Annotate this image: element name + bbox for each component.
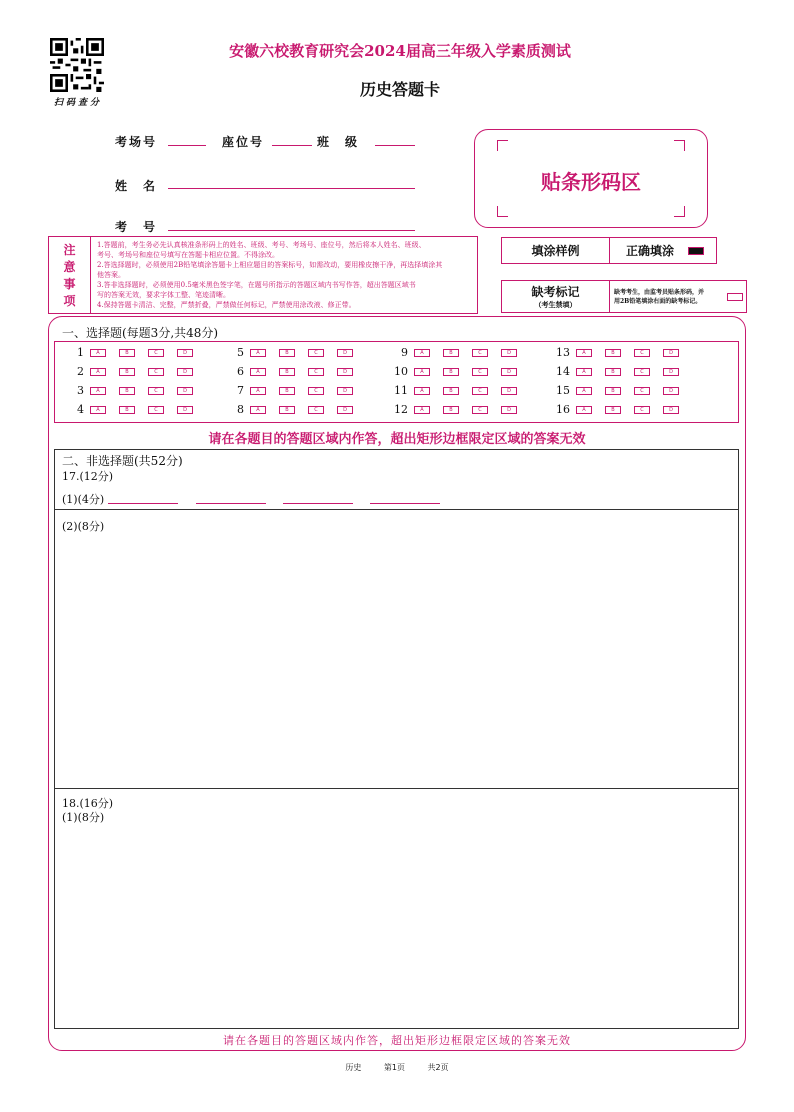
class-label: 班 级 [317, 135, 360, 149]
mc-option-bubble[interactable]: D [177, 387, 193, 395]
mc-option-bubble[interactable]: B [119, 406, 135, 414]
mc-option-bubble[interactable]: C [308, 387, 324, 395]
exam-room-field[interactable] [168, 132, 206, 146]
mc-option-bubble[interactable]: B [605, 406, 621, 414]
mc-option-bubble[interactable]: D [663, 387, 679, 395]
mc-option-bubble[interactable]: C [148, 368, 164, 376]
q17-blank[interactable] [108, 494, 178, 504]
mc-option-bubble[interactable]: B [279, 349, 295, 357]
name-label: 姓 名 [115, 179, 158, 193]
notice-char: 注 [63, 242, 76, 257]
notice-heading [49, 237, 91, 313]
mc-question-number: 11 [394, 384, 408, 397]
absent-note: 用2B铅笔填涂右面的缺考标记。 [614, 297, 702, 305]
mc-option-bubble[interactable]: A [414, 368, 430, 376]
mc-option-bubble[interactable]: A [576, 406, 592, 414]
mc-option-bubble[interactable]: B [605, 368, 621, 376]
mc-option-bubble[interactable]: D [337, 349, 353, 357]
non-choice-answer-box [54, 449, 739, 1029]
mc-option-bubble[interactable]: C [634, 368, 650, 376]
mc-option-bubble[interactable]: C [634, 387, 650, 395]
mc-option-bubble[interactable]: C [308, 406, 324, 414]
mc-question-number: 9 [401, 346, 408, 359]
q18-part1-label: (1)(8分) [62, 811, 105, 824]
mc-option-bubble[interactable]: A [414, 406, 430, 414]
barcode-label: 贴条形码区 [541, 170, 641, 194]
mc-option-bubble[interactable]: D [177, 406, 193, 414]
notice-line: 1.答题前，考生务必先认真核准条形码上的姓名、班级、考号、考场号、座位号，然后将本人姓名、班级、 [97, 241, 426, 249]
q17-part2-label: (2)(8分) [62, 520, 105, 533]
mc-option-bubble[interactable]: D [501, 368, 517, 376]
q17-title: 17.(12分) [62, 470, 114, 483]
mc-question-number: 8 [237, 403, 244, 416]
mc-option-bubble[interactable]: D [177, 349, 193, 357]
mc-option-bubble[interactable]: B [605, 349, 621, 357]
mc-option-bubble[interactable]: A [90, 387, 106, 395]
absent-sub-label: （考生禁填） [534, 300, 577, 309]
exam-no-field[interactable] [168, 217, 415, 231]
mc-option-bubble[interactable]: D [663, 406, 679, 414]
qr-caption: 扫码查分 [53, 98, 102, 108]
q17-blank[interactable] [370, 494, 440, 504]
absent-checkbox[interactable] [727, 293, 743, 301]
q17-blank[interactable] [196, 494, 266, 504]
mc-option-bubble[interactable]: D [337, 387, 353, 395]
mc-option-bubble[interactable]: B [279, 406, 295, 414]
fill-sample-label: 填涂样例 [531, 244, 580, 258]
barcode-area [474, 129, 708, 228]
absent-mark-box [501, 280, 747, 313]
mc-question-number: 2 [77, 365, 84, 378]
mc-option-bubble[interactable]: D [177, 368, 193, 376]
answer-area-warning: 请在各题目的答题区域内作答，超出矩形边框限定区域的答案无效 [208, 432, 586, 447]
mc-option-bubble[interactable]: B [443, 406, 459, 414]
mc-option-bubble[interactable]: C [634, 349, 650, 357]
mc-option-bubble[interactable]: D [501, 387, 517, 395]
mc-option-bubble[interactable]: B [279, 368, 295, 376]
seat-label: 座位号 [222, 135, 265, 149]
mc-question-number: 1 [77, 346, 84, 359]
mc-option-bubble[interactable]: A [250, 349, 266, 357]
page-title: 安徽六校教育研究会2024届高三年级入学素质测试 [229, 42, 571, 60]
notice-line: 写的答案无效，要求字体工整、笔迹清晰。 [97, 291, 230, 299]
mc-option-bubble[interactable]: D [501, 406, 517, 414]
notice-line: 4.保持答题卡清洁、完整，严禁折叠，严禁做任何标记，严禁使用涂改液、修正带。 [97, 301, 356, 309]
exam-no-label: 考 号 [115, 220, 158, 234]
seat-field[interactable] [272, 132, 312, 146]
mc-option-bubble[interactable]: A [414, 349, 430, 357]
mc-question-number: 3 [77, 384, 84, 397]
notice-line: 3.答非选择题时，必须使用0.5毫米黑色签字笔，在题号所指示的答题区域内书写作答，超出答题区域书 [97, 281, 416, 289]
fill-sample-box [501, 237, 717, 264]
mc-option-bubble[interactable]: A [414, 387, 430, 395]
absent-label: 缺考标记 [531, 285, 580, 299]
mc-option-bubble[interactable]: C [472, 368, 488, 376]
mc-question-number: 13 [556, 346, 570, 359]
class-field[interactable] [375, 132, 415, 146]
name-field[interactable] [168, 175, 415, 189]
mc-option-bubble[interactable]: C [634, 406, 650, 414]
correct-fill-label: 正确填涂 [626, 244, 675, 258]
mc-option-bubble[interactable]: B [443, 387, 459, 395]
absent-note: 缺考考生，由监考员贴条形码，并 [614, 288, 705, 296]
qr-code-icon [50, 38, 104, 92]
mc-option-bubble[interactable]: C [472, 406, 488, 414]
notice-char: 事 [63, 276, 76, 291]
mc-option-bubble[interactable]: C [472, 349, 488, 357]
mc-option-bubble[interactable]: A [576, 387, 592, 395]
nc-section-title: 二、非选择题(共52分) [62, 454, 183, 468]
mc-question-number: 6 [237, 365, 244, 378]
mc-option-bubble[interactable]: A [90, 368, 106, 376]
mc-option-bubble[interactable]: A [576, 349, 592, 357]
mc-option-bubble[interactable]: A [250, 406, 266, 414]
bottom-warning: 请在各题目的答题区域内作答，超出矩形边框限定区域的答案无效 [223, 1034, 571, 1047]
mc-option-bubble[interactable]: D [337, 368, 353, 376]
notice-line: 考号、考场号和座位号填写在答题卡相应位置。不得涂改。 [97, 251, 279, 259]
mc-option-bubble[interactable]: C [472, 387, 488, 395]
mc-question-number: 16 [556, 403, 570, 416]
notice-char: 项 [63, 293, 76, 308]
q17-part1-label: (1)(4分) [62, 493, 105, 506]
notice-box [48, 236, 478, 314]
mc-option-bubble[interactable]: A [90, 406, 106, 414]
mc-question-number: 12 [394, 403, 408, 416]
mc-option-bubble[interactable]: D [663, 349, 679, 357]
notice-char: 意 [63, 259, 76, 274]
mc-section-title: 一、选择题(每题3分,共48分) [62, 326, 219, 340]
page-footer [0, 1062, 794, 1073]
mc-option-bubble[interactable]: C [148, 406, 164, 414]
mc-option-bubble[interactable]: A [250, 387, 266, 395]
mc-option-bubble[interactable]: B [119, 349, 135, 357]
mc-question-number: 14 [556, 365, 570, 378]
mc-question-number: 5 [237, 346, 244, 359]
mc-option-bubble[interactable]: D [337, 406, 353, 414]
page-subtitle: 历史答题卡 [359, 80, 440, 99]
mc-option-bubble[interactable]: B [443, 349, 459, 357]
exam-room-label: 考场号 [115, 135, 158, 149]
notice-text [97, 240, 477, 310]
mc-option-bubble[interactable]: D [663, 368, 679, 376]
mc-option-bubble[interactable]: B [119, 368, 135, 376]
mc-question-number: 10 [394, 365, 408, 378]
mc-option-bubble[interactable]: C [308, 368, 324, 376]
mc-option-bubble[interactable]: C [148, 387, 164, 395]
notice-line: 2.答选择题时，必须使用2B铅笔填涂答题卡上相应题目的答案标号，如需改动，要用橡皮擦干净，再选择填涂其 [97, 261, 443, 269]
filled-mark-icon [688, 247, 704, 255]
mc-question-number: 4 [77, 403, 84, 416]
mc-question-number: 15 [556, 384, 570, 397]
mc-option-bubble[interactable]: D [501, 349, 517, 357]
mc-option-bubble[interactable]: A [250, 368, 266, 376]
mc-question-number: 7 [237, 384, 244, 397]
mc-option-bubble[interactable]: A [576, 368, 592, 376]
mc-option-bubble[interactable]: C [148, 349, 164, 357]
q17-blank[interactable] [283, 494, 353, 504]
notice-line: 他答案。 [97, 271, 125, 279]
mc-option-bubble[interactable]: A [90, 349, 106, 357]
mc-option-bubble[interactable]: C [308, 349, 324, 357]
footer-subject: 历史 [345, 1063, 362, 1072]
mc-option-bubble[interactable]: B [605, 387, 621, 395]
mc-option-bubble[interactable]: B [443, 368, 459, 376]
footer-page: 第1页 [383, 1063, 405, 1072]
mc-option-bubble[interactable]: B [279, 387, 295, 395]
footer-total: 共2页 [427, 1063, 449, 1072]
q18-title: 18.(16分) [62, 797, 114, 810]
mc-option-bubble[interactable]: B [119, 387, 135, 395]
